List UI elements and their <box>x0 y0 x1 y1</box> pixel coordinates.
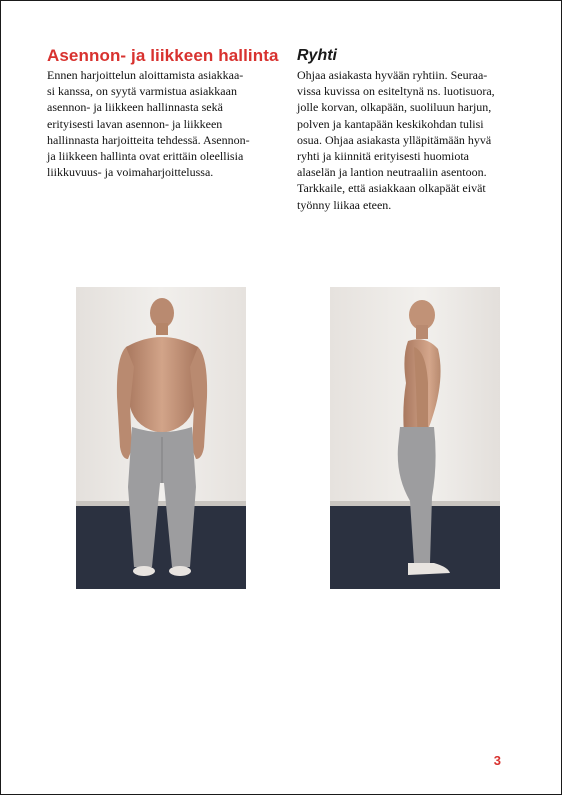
left-column <box>47 45 279 180</box>
text-line: työnny liikaa eteen. <box>297 197 392 212</box>
text-line: asennon- ja liikkeen hallinnasta sekä <box>47 100 223 115</box>
text-line: alaselän ja lantion neutraaliin asentoon. <box>297 165 487 180</box>
baseboard <box>76 501 246 506</box>
posture-paragraph <box>297 67 525 213</box>
text-line: Ennen harjoittelun aloittamista asiakkaa- <box>47 68 244 82</box>
torso-back <box>126 337 198 433</box>
text-line: ja liikkeen hallinta ovat erittäin oleellisia <box>47 149 244 164</box>
text-line: vissa kuvissa on esiteltynä ns. luotisuora, <box>297 84 495 99</box>
posture-photo-back-view <box>76 287 246 589</box>
text-line: osua. Ohjaa asiakasta ylläpitämään hyvä <box>297 132 492 147</box>
posture-control-paragraph <box>47 67 275 180</box>
text-line: jolle korvan, olkapään, suoliluun harjun, <box>297 100 492 115</box>
back-view-illustration <box>76 287 246 589</box>
floor <box>76 505 246 589</box>
text-line: polven ja kantapään keskikohdan tulisi <box>297 116 484 131</box>
section-heading-posture: Ryhti <box>297 47 337 64</box>
right-column <box>297 45 525 213</box>
text-line: Tarkkaile, että asiakkaan olkapäät eivät <box>297 181 486 196</box>
text-line: hallinnasta harjoitteita tehdessä. Asennon- <box>47 132 250 147</box>
text-line: si kanssa, on syytä varmistua asiakkaan <box>47 84 237 99</box>
text-line: ryhti ja kiinnitä erityisesti huomiota <box>297 149 469 164</box>
posture-photo-side-view <box>330 287 500 589</box>
right-foot <box>169 566 191 576</box>
left-foot <box>133 566 155 576</box>
side-view-illustration <box>330 287 500 589</box>
text-line: erityisesti lavan asennon- ja liikkeen <box>47 116 223 131</box>
text-line: Ohjaa asiakasta hyvään ryhtiin. Seuraa- <box>297 68 488 82</box>
page-number: 3 <box>493 753 501 768</box>
section-heading-posture-control: Asennon- ja liikkeen hallinta <box>47 46 279 65</box>
text-line: liikkuvuus- ja voimaharjoittelussa. <box>47 165 214 180</box>
neck-side <box>416 325 428 339</box>
neck-back <box>156 323 168 335</box>
